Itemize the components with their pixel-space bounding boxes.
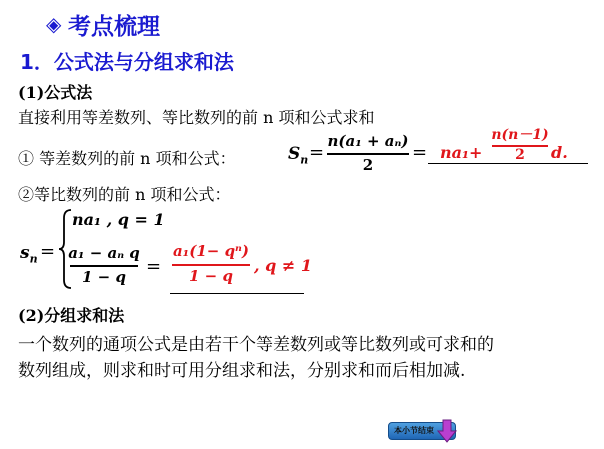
- arith-fraction-bar: [327, 153, 409, 155]
- arith-answer-right: d.: [551, 143, 568, 162]
- geo-equals-sign: =: [40, 241, 56, 262]
- answer-blank-line: [428, 163, 588, 164]
- arith-answer-left: na₁+: [440, 143, 483, 162]
- geo-case2-equals: =: [146, 256, 162, 277]
- equals-sign-2: =: [412, 142, 428, 163]
- section-heading: 1．公式法与分组求和法: [20, 50, 234, 74]
- geo-answer-blank-line: [170, 293, 304, 294]
- arith-prefix: ① 等差数列的前 n 项和公式：: [18, 149, 236, 168]
- part1-description: 直接利用等差数列、等比数列的前 n 项和公式求和: [18, 108, 375, 127]
- geo-sum-symbol: $s_n$: [20, 243, 38, 266]
- diamond-bullet-icon: ◈: [46, 12, 62, 36]
- arith-answer-denominator: 2: [515, 147, 525, 163]
- part1-label: (1)公式法: [18, 83, 93, 102]
- end-section-label: 本小节结束: [394, 426, 434, 435]
- part2-line1: 一个数列的通项公式是由若干个等差数列或等比数列或可求和的: [18, 335, 494, 355]
- geo-answer-numerator: a₁(1− qⁿ): [172, 242, 250, 260]
- page-title: 考点梳理: [68, 14, 160, 40]
- geo-case2-numerator: a₁ − aₙ q: [68, 244, 140, 262]
- part2-line2: 数列组成，则求和时可用分组求和法，分别求和而后相加减.: [18, 361, 466, 381]
- geo-case2-bar: [70, 265, 138, 267]
- geo-case2-denominator: 1 − q: [82, 268, 126, 286]
- geo-answer-denominator: 1 − q: [189, 267, 233, 285]
- part2-label: (2)分组求和法: [18, 306, 125, 325]
- down-arrow-icon: [437, 419, 457, 443]
- end-section-button[interactable]: [388, 422, 456, 440]
- geo-prefix: ②等比数列的前 n 项和公式：: [18, 185, 231, 204]
- arith-answer-numerator: n(n－1): [491, 127, 549, 143]
- geo-case1: na₁ , q = 1: [72, 210, 165, 229]
- arith-fraction-denominator: 2: [362, 156, 374, 174]
- arith-fraction-numerator: n(a₁ + aₙ): [327, 132, 409, 150]
- equals-sign: =: [309, 142, 325, 163]
- geo-answer-condition: , q ≠ 1: [254, 256, 313, 275]
- sum-symbol: $S_n$: [288, 144, 309, 167]
- geo-answer-bar: [172, 264, 250, 266]
